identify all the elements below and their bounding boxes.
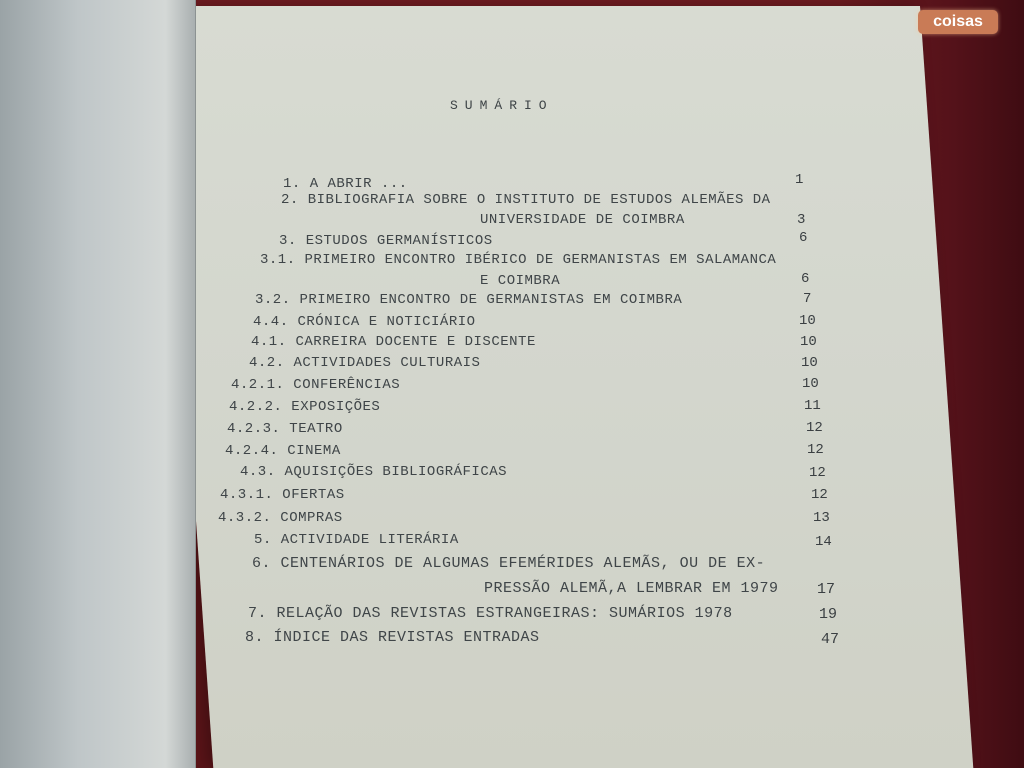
toc-entry: 4.2. ACTIVIDADES CULTURAIS xyxy=(249,355,481,371)
toc-entry: E COIMBRA xyxy=(480,273,561,289)
toc-page-number: 19 xyxy=(819,606,838,623)
toc-entry: 4.1. CARREIRA DOCENTE E DISCENTE xyxy=(251,334,536,350)
toc-entry: 4.3.1. OFERTAS xyxy=(220,487,345,503)
toc-page-number: 12 xyxy=(809,465,826,481)
toc-page-number: 12 xyxy=(806,420,823,436)
toc-entry: 3.1. PRIMEIRO ENCONTRO IBÉRICO DE GERMANISTAS EM SALAMANCA xyxy=(260,252,777,268)
toc-page-number: 13 xyxy=(813,510,830,526)
toc-page-number: 14 xyxy=(815,534,832,550)
toc-entry: 6. CENTENÁRIOS DE ALGUMAS EFEMÉRIDES ALEMÃS, OU DE EX- xyxy=(252,555,766,572)
toc-entry: 3. ESTUDOS GERMANÍSTICOS xyxy=(279,233,493,249)
toc-entry: 4.2.1. CONFERÊNCIAS xyxy=(231,377,401,393)
toc-entry: 5. ACTIVIDADE LITERÁRIA xyxy=(254,532,459,548)
toc-entry: 7. RELAÇÃO DAS REVISTAS ESTRANGEIRAS: SUMÁRIOS 1978 xyxy=(248,605,733,622)
toc-page-number: 7 xyxy=(803,291,812,307)
toc-page-number: 10 xyxy=(801,355,818,371)
toc-entry: 4.3. AQUISIÇÕES BIBLIOGRÁFICAS xyxy=(240,464,508,480)
toc-entry: 4.4. CRÓNICA E NOTICIÁRIO xyxy=(253,314,476,330)
toc-page-number: 6 xyxy=(801,271,810,287)
toc-page-number: 10 xyxy=(800,334,817,350)
toc-entry: 4.2.4. CINEMA xyxy=(225,443,341,459)
toc-entry: 4.2.3. TEATRO xyxy=(227,421,343,437)
toc-entry: UNIVERSIDADE DE COIMBRA xyxy=(480,212,685,228)
toc-entry: 8. ÍNDICE DAS REVISTAS ENTRADAS xyxy=(245,629,540,646)
watermark-logo: coisas xyxy=(918,10,998,34)
toc-entry: 4.2.2. EXPOSIÇÕES xyxy=(229,399,381,415)
page-title: SUMÁRIO xyxy=(450,98,554,113)
toc-entry: 2. BIBLIOGRAFIA SOBRE O INSTITUTO DE ESTUDOS ALEMÃES DA xyxy=(281,192,771,208)
toc-page-number: 47 xyxy=(821,631,840,648)
toc-page-number: 10 xyxy=(802,376,819,392)
toc-page-number: 6 xyxy=(799,230,808,246)
toc-page-number: 12 xyxy=(807,442,824,458)
toc-entry: 4.3.2. COMPRAS xyxy=(218,510,343,526)
toc-page-number: 17 xyxy=(817,581,836,598)
toc-page-number: 1 xyxy=(795,172,804,188)
toc-page-number: 3 xyxy=(797,212,806,228)
toc-entry: PRESSÃO ALEMÃ,A LEMBRAR EM 1979 xyxy=(484,580,779,597)
toc-entry: 3.2. PRIMEIRO ENCONTRO DE GERMANISTAS EM COIMBRA xyxy=(255,292,683,308)
toc-page-number: 12 xyxy=(811,487,828,503)
toc-page-number: 10 xyxy=(799,313,816,329)
toc-entry: 1. A ABRIR ... xyxy=(283,176,408,192)
toc-page-number: 11 xyxy=(804,398,821,414)
